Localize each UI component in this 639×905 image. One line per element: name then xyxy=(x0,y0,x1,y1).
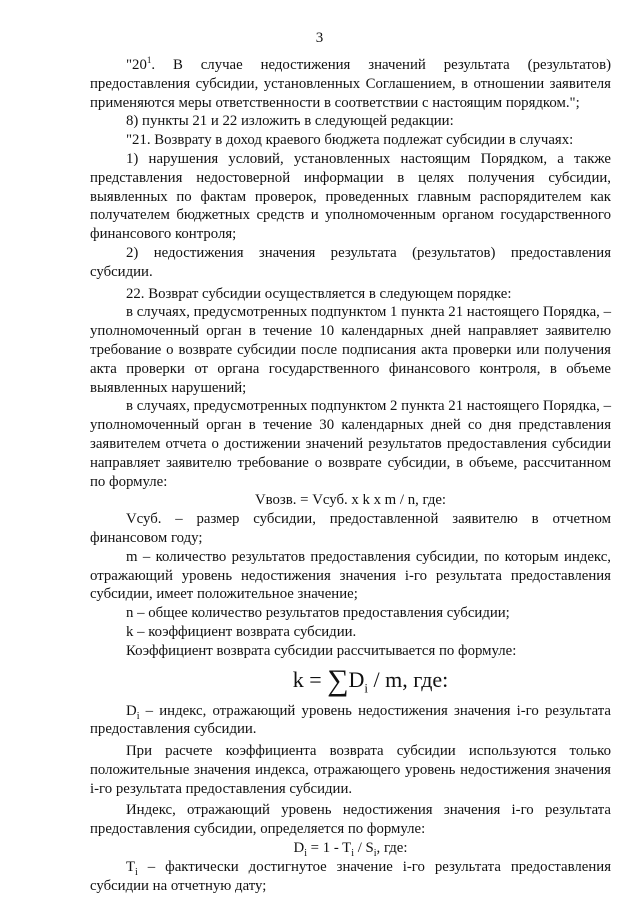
paragraph-amendment-8: 8) пункты 21 и 22 изложить в следующей редакции: xyxy=(126,113,454,130)
paragraph-coefficient: Коэффициент возврата субсидии рассчитывается по формуле: xyxy=(126,642,517,659)
page-number: 3 xyxy=(315,30,324,46)
paragraph-22-case-2: в случаях, предусмотренных подпунктом 2 пункта 21 настоящего Порядка, – уполномоченный орган в течение 30 календарных дней со дня представления заявителем отчета о достижении значений результатов предоставления субсидии направляет заявителю требование о возврате субсидии, в объеме, рассчитанном по формуле: xyxy=(90,398,611,490)
definition-k: k – коэффициент возврата субсидии. xyxy=(126,623,357,640)
paragraph-21: "21. Возврату в доход краевого бюджета подлежат субсидии в случаях: xyxy=(126,132,574,149)
definition-n: n – общее количество результатов предоставления субсидии; xyxy=(126,605,510,622)
superscript: 1 xyxy=(146,55,152,65)
paragraph-22-case-1: в случаях, предусмотренных подпунктом 1 пункта 21 настоящего Порядка, – уполномоченный орган в течение 10 календарных дней направляет заявителю требование о возврате субсидии после подписания акта проверки или получения акта проверки от органа государственного финансового контроля, в объеме выявленных нарушений; xyxy=(90,304,611,396)
definition-m: m – количество результатов предоставления субсидии, по которым индекс, отражающий уровень недостижения значения i-го результата предоставления субсидии, имеет положительное значение; xyxy=(90,548,611,603)
paragraph-index: Индекс, отражающий уровень недостижения значения i-го результата предоставления субсидии, определяется по формуле: xyxy=(90,802,611,838)
paragraph-20-1: "$20^1$. В случае недостижения значений результата (результатов) предоставления субсидии, установленных Соглашением, в отношении заявителя применяются меры ответственности в соответствии с настоящим порядком."; xyxy=(90,55,611,111)
paragraph-21-item-1: 1) нарушения условий, установленных настоящим Порядком, а также представления недостоверной информации в целях получения субсидии, выявленных по фактам проверок, проведенных главным распорядителем как получателем бюджетных средств и уполномоченным органом государственного финансового контроля; xyxy=(90,150,611,243)
paragraph-21-item-2: 2) недостижения значения результата (результатов) предоставления субсидии. xyxy=(90,244,611,280)
definition-vsub: Vсуб. – размер субсидии, предоставленной заявителю в отчетном финансовом году; xyxy=(90,511,611,546)
paragraph-positive-values: При расчете коэффициента возврата субсидии используются только положительные значения индекса, отражающего уровень недостижения значения i-го результата предоставления субсидии. xyxy=(90,743,611,797)
formula-index: $D_i = 1 - T_i / S_i$, где: xyxy=(293,840,408,860)
definition-di: $D_i$ – индекс, отражающий уровень недостижения значения i-го результата предоставления субсидии. xyxy=(90,702,611,738)
definition-ti: $T_i$ – фактически достигнутое значение i-го результата предоставления субсидии на отчетную дату; xyxy=(90,858,611,894)
formula-coefficient: $k = \sum D_i / m$, где: xyxy=(292,663,449,697)
document-body xyxy=(90,56,611,895)
paragraph-22: 22. Возврат субсидии осуществляется в следующем порядке: xyxy=(126,285,512,302)
sum-symbol: ∑ xyxy=(327,663,349,697)
formula-refund-volume: Vвозв. = Vсуб. x k x m / n, где: xyxy=(254,492,447,509)
